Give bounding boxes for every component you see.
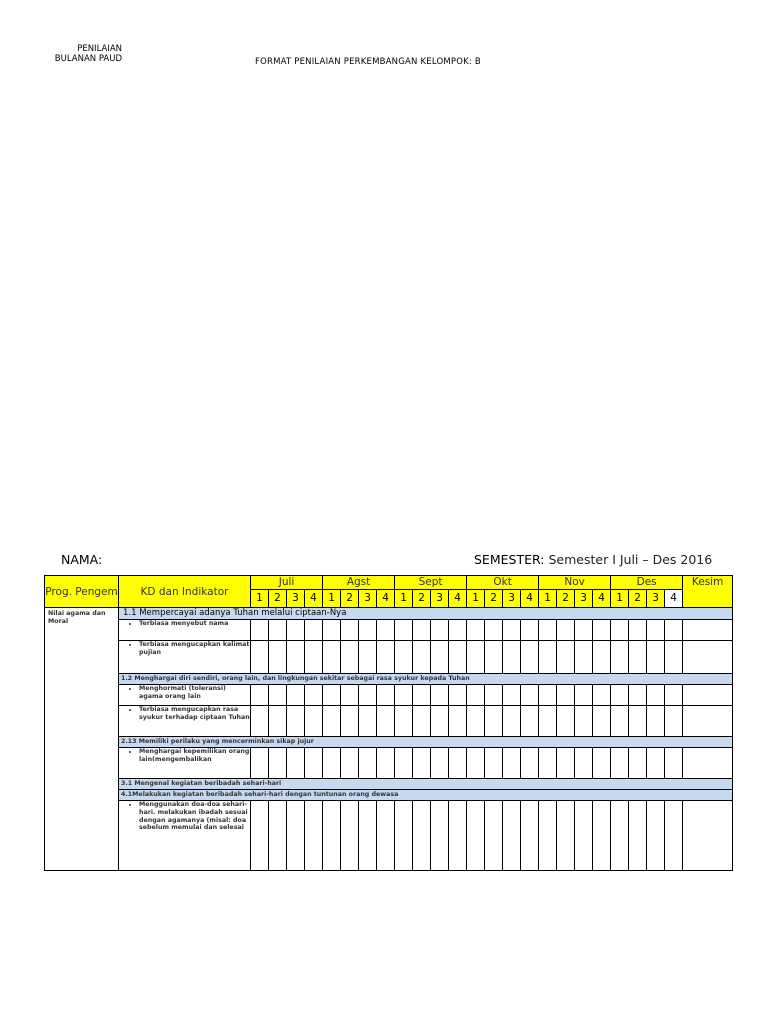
kd-label: 1.2 Menghargai diri sendiri, orang lain, dan lingkungan sekitar sebagai rasa syukur kepada Tuhan (119, 674, 733, 685)
week-header: 2 (557, 590, 575, 608)
kd-label: 1.1 Mempercayai adanya Tuhan melalui ciptaan-Nya (119, 608, 733, 620)
score-cell[interactable] (413, 706, 431, 737)
score-cell[interactable] (629, 685, 647, 706)
score-cell[interactable] (485, 620, 503, 641)
score-cell[interactable] (575, 641, 593, 674)
score-cell[interactable] (413, 748, 431, 779)
score-cell[interactable] (665, 801, 683, 871)
score-cell[interactable] (557, 620, 575, 641)
score-cell[interactable] (467, 641, 485, 674)
indicator-item[interactable]: • Terbiasa menyebut nama (139, 620, 250, 628)
score-cell[interactable] (593, 801, 611, 871)
score-cell[interactable] (629, 801, 647, 871)
header-row-months (45, 576, 733, 590)
col-kesim-header: Kesim (683, 576, 733, 608)
score-cell[interactable] (647, 801, 665, 871)
prog-cell: Nilai agama dan Moral (45, 608, 119, 871)
score-cell[interactable] (377, 641, 395, 674)
score-cell[interactable] (395, 685, 413, 706)
kesim-cell[interactable] (683, 620, 733, 641)
score-cell[interactable] (323, 641, 341, 674)
semester-value: Semester I Juli – Des 2016 (548, 552, 713, 567)
score-cell[interactable] (269, 801, 287, 871)
score-cell[interactable] (359, 685, 377, 706)
indicator-list (119, 706, 250, 722)
score-cell[interactable] (449, 748, 467, 779)
score-cell[interactable] (269, 748, 287, 779)
score-cell[interactable] (521, 706, 539, 737)
score-cell[interactable] (395, 641, 413, 674)
score-cell[interactable] (503, 748, 521, 779)
score-cell[interactable] (287, 706, 305, 737)
month-header: Agst (323, 576, 395, 590)
score-cell[interactable] (377, 685, 395, 706)
score-cell[interactable] (647, 620, 665, 641)
score-cell[interactable] (377, 801, 395, 871)
score-cell[interactable] (323, 685, 341, 706)
score-cell[interactable] (629, 641, 647, 674)
indicator-cell (119, 706, 251, 737)
score-cell[interactable] (251, 641, 269, 674)
kd-row (45, 737, 733, 748)
score-cell[interactable] (575, 801, 593, 871)
score-cell[interactable] (467, 706, 485, 737)
score-cell[interactable] (503, 620, 521, 641)
score-cell[interactable] (503, 641, 521, 674)
score-cell[interactable] (341, 641, 359, 674)
week-header: 4 (305, 590, 323, 608)
score-cell[interactable] (539, 641, 557, 674)
score-cell[interactable] (287, 801, 305, 871)
kd-row (45, 779, 733, 790)
score-cell[interactable] (485, 685, 503, 706)
score-cell[interactable] (305, 706, 323, 737)
indicator-cell (119, 641, 251, 674)
kd-label: 3.1 Mengenal kegiatan beribadah sehari-hari (119, 779, 733, 790)
score-cell[interactable] (593, 620, 611, 641)
score-cell[interactable] (413, 801, 431, 871)
indicator-list (119, 748, 250, 764)
score-cell[interactable] (413, 685, 431, 706)
score-cell[interactable] (467, 748, 485, 779)
col-kd-header (119, 576, 251, 608)
nama-label: NAMA: (61, 552, 103, 567)
score-cell[interactable] (539, 706, 557, 737)
score-cell[interactable] (377, 706, 395, 737)
score-cell[interactable] (521, 748, 539, 779)
score-cell[interactable] (629, 706, 647, 737)
header-left-line1: PENILAIAN (77, 44, 122, 54)
score-cell[interactable] (593, 685, 611, 706)
month-header: Des (611, 576, 683, 590)
form-title: FORMAT PENILAIAN PERKEMBANGAN KELOMPOK: B (255, 57, 481, 67)
month-header: Okt (467, 576, 539, 590)
score-cell[interactable] (593, 641, 611, 674)
indicator-list (119, 641, 250, 657)
score-cell[interactable] (557, 706, 575, 737)
score-cell[interactable] (323, 748, 341, 779)
score-cell[interactable] (521, 801, 539, 871)
kd-label: 2.13 Memiliki perilaku yang mencerminkan sikap jujur (119, 737, 733, 748)
indicator-item[interactable]: • Terbiasa mengucapkan kalimat pujian (139, 641, 250, 657)
header-left (44, 44, 122, 64)
score-cell[interactable] (305, 748, 323, 779)
week-header: 3 (359, 590, 377, 608)
week-header: 3 (287, 590, 305, 608)
score-cell[interactable] (341, 748, 359, 779)
score-cell[interactable] (305, 685, 323, 706)
score-cell[interactable] (503, 685, 521, 706)
score-cell[interactable] (593, 748, 611, 779)
score-cell[interactable] (287, 620, 305, 641)
week-header: 1 (611, 590, 629, 608)
score-cell[interactable] (449, 706, 467, 737)
score-cell[interactable] (557, 801, 575, 871)
score-cell[interactable] (647, 641, 665, 674)
score-cell[interactable] (449, 641, 467, 674)
score-cell[interactable] (413, 620, 431, 641)
score-cell[interactable] (323, 620, 341, 641)
indicator-item[interactable]: • Menggunakan doa-doa sehari-hari. melakukan ibadah sesuai dengan agamanya (misal: doa sebelum memulai dan selesai (139, 801, 250, 832)
week-header: 2 (485, 590, 503, 608)
score-cell[interactable] (269, 620, 287, 641)
score-cell[interactable] (611, 706, 629, 737)
score-cell[interactable] (341, 801, 359, 871)
score-cell[interactable] (629, 620, 647, 641)
kd-row (45, 790, 733, 801)
score-cell[interactable] (611, 685, 629, 706)
indicator-row (45, 641, 733, 674)
score-cell[interactable] (305, 801, 323, 871)
score-cell[interactable] (269, 685, 287, 706)
col-prog-header (45, 576, 119, 608)
score-cell[interactable] (449, 620, 467, 641)
score-cell[interactable] (521, 620, 539, 641)
score-cell[interactable] (395, 706, 413, 737)
indicator-cell (119, 685, 251, 706)
week-header: 2 (629, 590, 647, 608)
week-header: 4 (521, 590, 539, 608)
score-cell[interactable] (539, 620, 557, 641)
score-cell[interactable] (593, 706, 611, 737)
score-cell[interactable] (503, 706, 521, 737)
week-header: 1 (251, 590, 269, 608)
week-header: 3 (431, 590, 449, 608)
score-cell[interactable] (665, 620, 683, 641)
score-cell[interactable] (377, 620, 395, 641)
score-cell[interactable] (467, 685, 485, 706)
week-header: 1 (467, 590, 485, 608)
indicator-cell (119, 620, 251, 641)
score-cell[interactable] (467, 620, 485, 641)
week-header: 1 (395, 590, 413, 608)
score-cell[interactable] (539, 801, 557, 871)
score-cell[interactable] (269, 706, 287, 737)
score-cell[interactable] (251, 801, 269, 871)
score-cell[interactable] (287, 685, 305, 706)
indicator-list (119, 801, 250, 832)
score-cell[interactable] (521, 641, 539, 674)
score-cell[interactable] (539, 748, 557, 779)
week-header: 4 (377, 590, 395, 608)
indicator-list (119, 685, 250, 701)
score-cell[interactable] (647, 748, 665, 779)
month-header: Juli (251, 576, 323, 590)
score-cell[interactable] (575, 706, 593, 737)
score-cell[interactable] (341, 706, 359, 737)
indicator-row (45, 685, 733, 706)
score-cell[interactable] (431, 801, 449, 871)
score-cell[interactable] (665, 685, 683, 706)
score-cell[interactable] (485, 641, 503, 674)
score-cell[interactable] (395, 620, 413, 641)
score-cell[interactable] (521, 685, 539, 706)
semester-line (474, 552, 712, 567)
kesim-cell[interactable] (683, 706, 733, 737)
score-cell[interactable] (485, 706, 503, 737)
score-cell[interactable] (611, 641, 629, 674)
score-cell[interactable] (251, 748, 269, 779)
kd-row (45, 674, 733, 685)
score-cell[interactable] (251, 706, 269, 737)
score-cell[interactable] (341, 685, 359, 706)
score-cell[interactable] (323, 706, 341, 737)
indicator-row (45, 801, 733, 871)
score-cell[interactable] (431, 620, 449, 641)
week-header: 4 (593, 590, 611, 608)
score-cell[interactable] (431, 748, 449, 779)
indicator-cell (119, 748, 251, 779)
kd-row (45, 608, 733, 620)
header-left-line2: BULANAN PAUD (54, 54, 122, 64)
week-header: 2 (269, 590, 287, 608)
kesim-cell[interactable] (683, 641, 733, 674)
score-cell[interactable] (341, 620, 359, 641)
week-header: 3 (503, 590, 521, 608)
assessment-table (44, 575, 733, 871)
kd-label: 4.1Melakukan kegiatan beribadah sehari-hari dengan tuntunan orang dewasa (119, 790, 733, 801)
score-cell[interactable] (539, 685, 557, 706)
week-header: 3 (575, 590, 593, 608)
score-cell[interactable] (413, 641, 431, 674)
score-cell[interactable] (629, 748, 647, 779)
score-cell[interactable] (395, 801, 413, 871)
score-cell[interactable] (431, 706, 449, 737)
indicator-cell (119, 801, 251, 871)
score-cell[interactable] (269, 641, 287, 674)
indicator-item[interactable]: • Menghargai kepemilikan orang lain(mengembalikan (139, 748, 250, 764)
semester-label: SEMESTER: (474, 552, 545, 567)
score-cell[interactable] (251, 620, 269, 641)
score-cell[interactable] (665, 748, 683, 779)
score-cell[interactable] (575, 685, 593, 706)
kesim-cell[interactable] (683, 801, 733, 871)
score-cell[interactable] (449, 685, 467, 706)
score-cell[interactable] (431, 641, 449, 674)
score-cell[interactable] (449, 801, 467, 871)
week-header: 3 (647, 590, 665, 608)
score-cell[interactable] (251, 685, 269, 706)
score-cell[interactable] (647, 685, 665, 706)
week-header: 1 (539, 590, 557, 608)
indicator-row (45, 620, 733, 641)
score-cell[interactable] (305, 620, 323, 641)
score-cell[interactable] (575, 748, 593, 779)
score-cell[interactable] (467, 801, 485, 871)
score-cell[interactable] (557, 685, 575, 706)
score-cell[interactable] (359, 620, 377, 641)
indicator-item[interactable]: • Menghormati (toleransi) agama orang lain (139, 685, 250, 701)
score-cell[interactable] (287, 641, 305, 674)
score-cell[interactable] (323, 801, 341, 871)
score-cell[interactable] (485, 801, 503, 871)
score-cell[interactable] (611, 748, 629, 779)
score-cell[interactable] (359, 748, 377, 779)
score-cell[interactable] (557, 641, 575, 674)
score-cell[interactable] (611, 620, 629, 641)
indicator-item[interactable]: • Terbiasa mengucapkan rasa syukur terhadap ciptaan Tuhan (139, 706, 250, 722)
score-cell[interactable] (359, 641, 377, 674)
score-cell[interactable] (305, 641, 323, 674)
score-cell[interactable] (359, 706, 377, 737)
score-cell[interactable] (431, 685, 449, 706)
indicator-row (45, 748, 733, 779)
month-header: Nov (539, 576, 611, 590)
score-cell[interactable] (377, 748, 395, 779)
score-cell[interactable] (485, 748, 503, 779)
kesim-cell[interactable] (683, 685, 733, 706)
kesim-cell[interactable] (683, 748, 733, 779)
week-header: 2 (413, 590, 431, 608)
score-cell[interactable] (665, 641, 683, 674)
week-header: 2 (341, 590, 359, 608)
col-kd-label: KD dan Indikator (140, 585, 229, 598)
score-cell[interactable] (647, 706, 665, 737)
month-header: Sept (395, 576, 467, 590)
score-cell[interactable] (359, 801, 377, 871)
score-cell[interactable] (395, 748, 413, 779)
indicator-row (45, 706, 733, 737)
score-cell[interactable] (287, 748, 305, 779)
score-cell[interactable] (575, 620, 593, 641)
col-prog-label: Prog. Pengem (45, 585, 118, 598)
score-cell[interactable] (611, 801, 629, 871)
week-header: 4 (665, 590, 683, 608)
score-cell[interactable] (503, 801, 521, 871)
week-header: 1 (323, 590, 341, 608)
week-header: 4 (449, 590, 467, 608)
score-cell[interactable] (557, 748, 575, 779)
indicator-list (119, 620, 250, 628)
score-cell[interactable] (665, 706, 683, 737)
